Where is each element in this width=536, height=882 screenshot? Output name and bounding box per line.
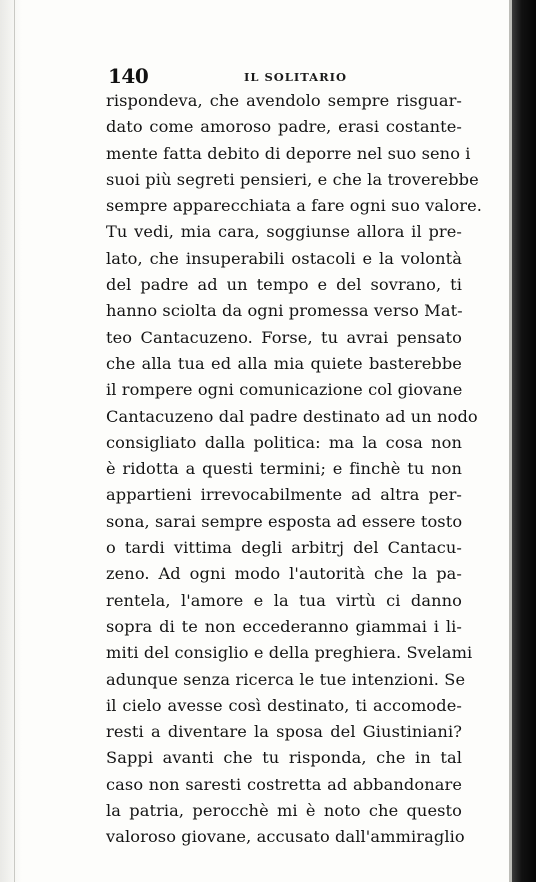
- text-line: appartieni irrevocabilmente ad altra per-: [106, 485, 462, 505]
- text-line: Sappi avanti che tu risponda, che in tal: [106, 748, 462, 768]
- text-line: o tardi vittima degli arbitrj del Cantacu-: [106, 538, 462, 558]
- page-header: [108, 62, 462, 90]
- text-line: rentela, l'amore e la tua virtù ci danno: [106, 590, 462, 610]
- text-line: la patria, perocchè mi è noto che questo: [106, 801, 462, 821]
- text-line: adunque senza ricerca le tue intenzioni. Se: [106, 669, 466, 689]
- text-line: che alla tua ed alla mia quiete basterebbe: [106, 353, 462, 373]
- text-line: valoroso giovane, accusato dall'ammiraglio: [106, 827, 465, 847]
- text-line: è ridotta a questi termini; e finchè tu non: [106, 459, 462, 479]
- text-line: consigliato dalla politica: ma la cosa non: [106, 432, 462, 452]
- text-line: Cantacuzeno dal padre destinato ad un nodo: [106, 406, 478, 426]
- text-line: zeno. Ad ogni modo l'autorità che la pa-: [106, 564, 462, 584]
- text-line: il cielo avesse così destinato, ti accomode-: [106, 695, 462, 715]
- running-head: IL SOLITARIO: [244, 70, 348, 84]
- text-line: hanno sciolta da ogni promessa verso Mat-: [106, 301, 463, 321]
- page-gutter-line: [14, 0, 15, 882]
- text-line: del padre ad un tempo e del sovrano, ti: [106, 275, 462, 295]
- text-line: Tu vedi, mia cara, soggiunse allora il pre-: [106, 222, 462, 242]
- text-line: sopra di te non eccederanno giammai i li-: [106, 616, 462, 636]
- text-line: suoi più segreti pensieri, e che la troverebbe: [106, 169, 479, 189]
- text-line: rispondeva, che avendolo sempre risguar-: [106, 91, 462, 110]
- text-line: miti del consiglio e della preghiera. Svelami: [106, 643, 473, 663]
- text-line: lato, che insuperabili ostacoli e la volontà: [106, 248, 462, 268]
- text-line: resti a diventare la sposa del Giustiniani?: [106, 722, 462, 742]
- text-line: sona, sarai sempre esposta ad essere tosto: [106, 511, 463, 531]
- page-gutter-shadow: [0, 0, 22, 882]
- text-line: teo Cantacuzeno. Forse, tu avrai pensato: [106, 327, 462, 347]
- text-line: dato come amoroso padre, erasi costante-: [106, 117, 462, 137]
- text-line: mente fatta debito di deporre nel suo seno i: [106, 143, 471, 163]
- body-text: [106, 88, 483, 851]
- text-line: sempre apparecchiata a fare ogni suo valore.: [106, 196, 483, 216]
- page-edge-dark-border: [512, 0, 536, 882]
- page-number: 140: [108, 64, 149, 88]
- text-line: caso non saresti costretta ad abbandonare: [106, 774, 462, 794]
- text-line: il rompere ogni comunicazione col giovane: [106, 380, 463, 400]
